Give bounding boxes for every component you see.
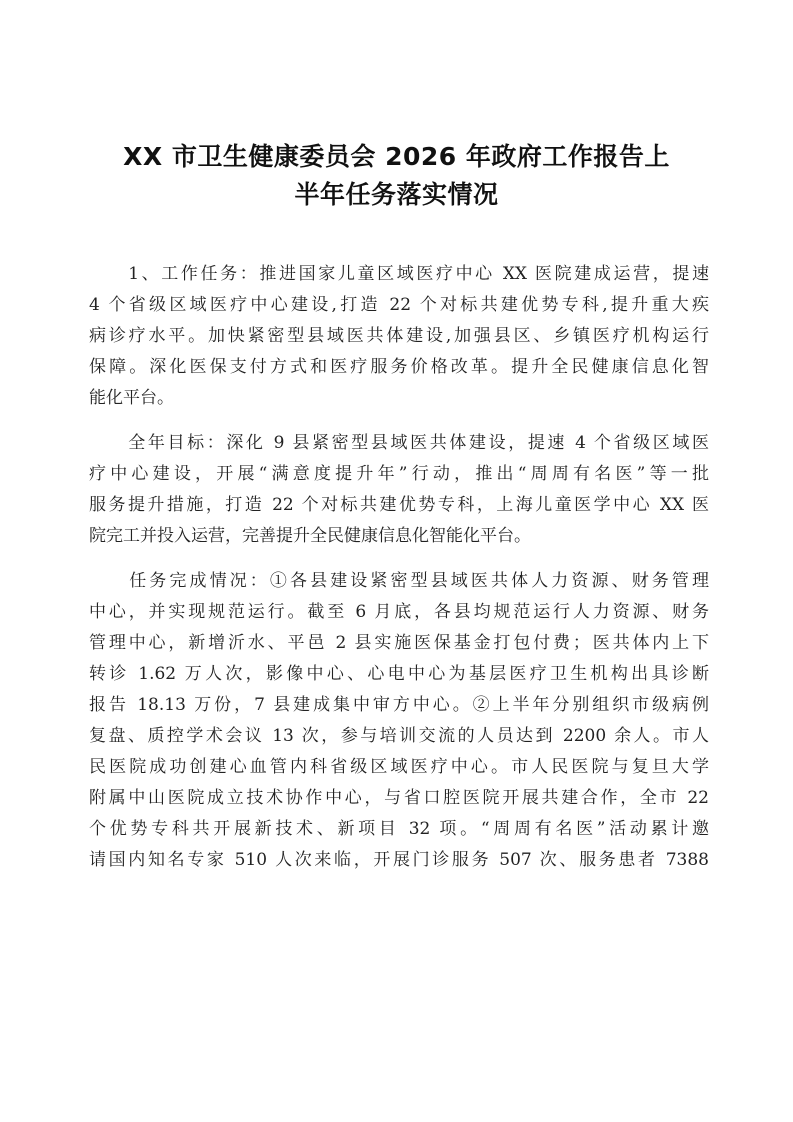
paragraph-line: 请国内知名专家 510 人次来临，开展门诊服务 507 次、服务患者 7388	[89, 850, 709, 870]
paragraph-line: 能化平台。	[89, 388, 174, 408]
paragraph-line: 1、工作任务：推进国家儿童区域医疗中心 XX 医院建成运营，提速	[89, 264, 709, 284]
paragraph-work-task	[89, 259, 709, 414]
paragraph-annual-goal	[89, 428, 709, 552]
paragraph-line: 疗中心建设，开展“满意度提升年”行动，推出“周周有名医”等一批	[89, 464, 709, 484]
paragraph-line: 中心，并实现规范运行。截至 6 月底，各县均规范运行人力资源、财务	[89, 602, 709, 622]
paragraph-line: 复盘、质控学术会议 13 次，参与培训交流的人员达到 2200 余人。市人	[89, 726, 709, 746]
paragraph-line: 个优势专科共开展新技术、新项目 32 项。“周周有名医”活动累计邀	[89, 819, 709, 839]
paragraph-line: 民医院成功创建心血管内科省级区域医疗中心。市人民医院与复旦大学	[89, 757, 709, 777]
paragraph-line: 附属中山医院成立技术协作中心，与省口腔医院开展共建合作，全市 22	[89, 788, 709, 808]
paragraph-line: 全年目标：深化 9 县紧密型县域医共体建设，提速 4 个省级区域医	[89, 433, 709, 453]
paragraph-line: 报告 18.13 万份，7 县建成集中审方中心。②上半年分别组织市级病例	[89, 695, 709, 715]
paragraph-line: 病诊疗水平。加快紧密型县域医共体建设,加强县区、乡镇医疗机构运行	[89, 326, 709, 346]
paragraph-line: 4 个省级区域医疗中心建设,打造 22 个对标共建优势专科,提升重大疾	[89, 295, 709, 315]
paragraph-completion-status	[89, 566, 709, 876]
paragraph-line: 任务完成情况：①各县建设紧密型县域医共体人力资源、财务管理	[89, 571, 709, 591]
paragraph-line: 院完工并投入运营，完善提升全民健康信息化智能化平台。	[89, 526, 531, 546]
paragraph-line: 转诊 1.62 万人次，影像中心、心电中心为基层医疗卫生机构出具诊断	[89, 664, 709, 684]
document-body	[89, 259, 709, 890]
paragraph-line: 服务提升措施，打造 22 个对标共建优势专科，上海儿童医学中心 XX 医	[89, 495, 709, 515]
paragraph-line: 管理中心，新增沂水、平邑 2 县实施医保基金打包付费；医共体内上下	[89, 633, 709, 653]
paragraph-line: 保障。深化医保支付方式和医疗服务价格改革。提升全民健康信息化智	[89, 357, 709, 377]
title-line-2: 半年任务落实情况	[294, 180, 499, 209]
document-title	[90, 138, 703, 214]
title-line-1: XX 市卫生健康委员会 2026 年政府工作报告上	[123, 142, 670, 171]
